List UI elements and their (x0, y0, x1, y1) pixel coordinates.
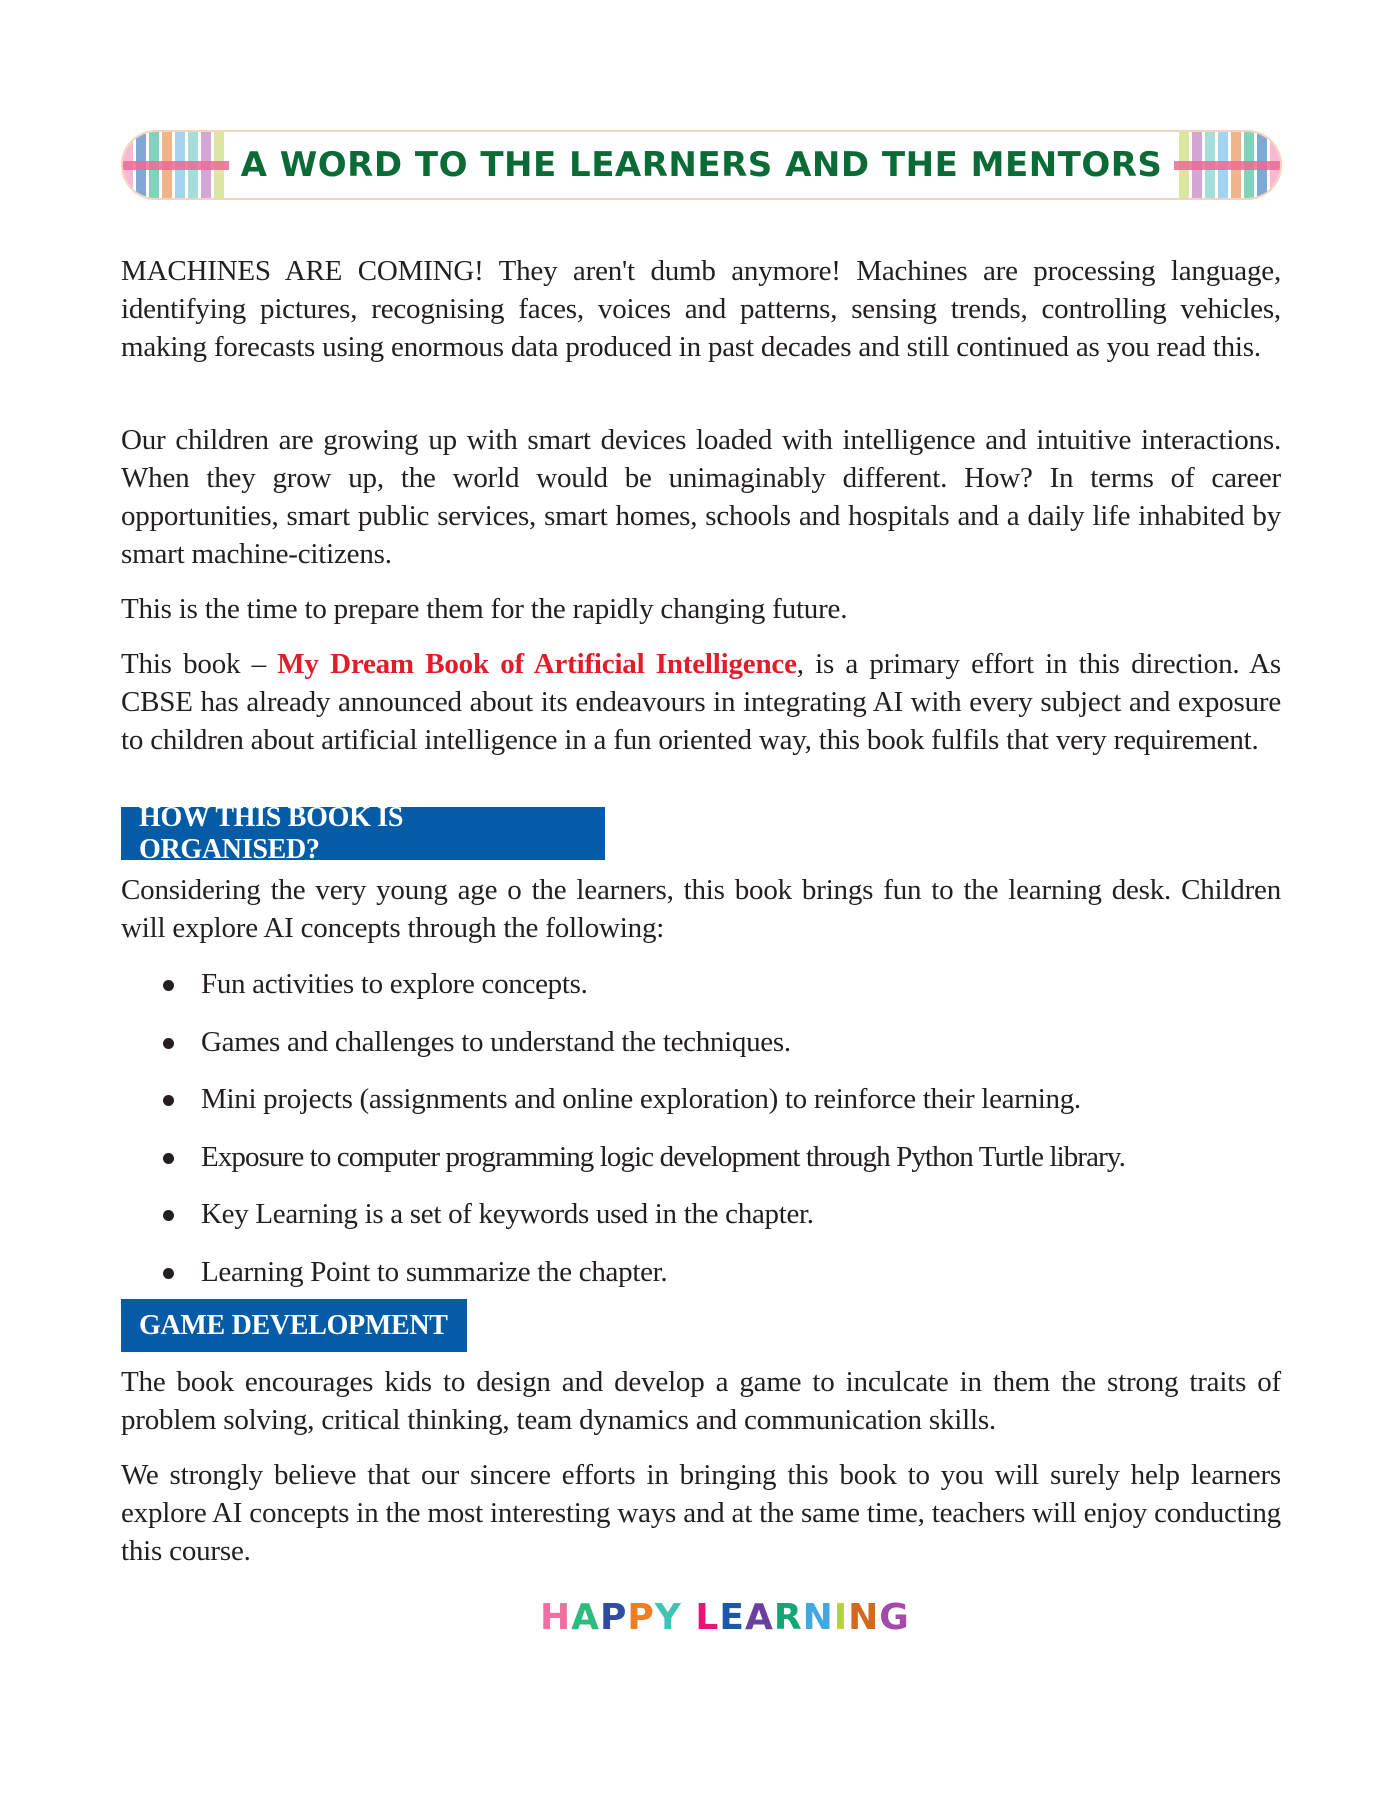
logo-letter: A (571, 1597, 601, 1638)
logo-letter (682, 1597, 696, 1638)
logo-letter: Y (654, 1597, 682, 1638)
logo-letter: N (802, 1597, 834, 1638)
bullet-icon (163, 1095, 174, 1106)
banner-left-stripes (123, 132, 229, 198)
stripe-band (123, 161, 229, 170)
list-item-text: Learning Point to summarize the chapter. (201, 1255, 668, 1288)
bullet-icon (163, 1210, 174, 1221)
stripe-band (1174, 161, 1280, 170)
logo-letter: P (627, 1597, 655, 1638)
list-item-text: Key Learning is a set of keywords used in the chapter. (201, 1198, 814, 1230)
organised-paragraph: Considering the very young age o the learners, this book brings fun to the learning desk. Children will explore AI concepts through the following: (121, 874, 1281, 944)
game-dev-paragraph: The book encourages kids to design and develop a game to inculcate in them the strong traits of problem solving, critical thinking, team dynamics and communication skills. (121, 1366, 1281, 1436)
list-item (121, 1138, 1281, 1196)
bullet-icon (163, 1038, 174, 1049)
list-item (121, 1080, 1281, 1138)
section-header-game-development: GAME DEVELOPMENT (121, 1299, 467, 1352)
happy-learning-logo (540, 1597, 910, 1638)
prepare-paragraph: This is the time to prepare them for the rapidly changing future. (121, 593, 848, 625)
book-title-highlight: My Dream Book of Artificial Intelligence (277, 648, 797, 680)
list-item-text: Fun activities to explore concepts. (201, 968, 588, 1000)
list-item-text: Games and challenges to understand the techniques. (201, 1025, 791, 1058)
bullet-icon (163, 1153, 174, 1164)
closing-paragraph: We strongly believe that our sincere efforts in bringing this book to you will surely help learners explore AI concepts in the most interesting ways and at the same time, teachers will enjoy conducting this course. (121, 1459, 1281, 1567)
feature-list (121, 965, 1281, 1310)
bullet-icon (163, 980, 174, 991)
book-paragraph-prefix: This book – (121, 648, 278, 680)
banner-right-stripes (1174, 132, 1280, 198)
logo-letter: G (879, 1597, 910, 1638)
page-title: A WORD TO THE LEARNERS AND THE MENTORS (240, 145, 1163, 185)
book-paragraph-suffix: , is a primary effort in this direction. As CBSE has already announced about its endeavours in integrating AI with every subject and exposure to children about artificial intelligence in a fun oriented way, this book fulfils that very requirement. (121, 648, 1281, 756)
children-paragraph: Our children are growing up with smart devices loaded with intelligence and intuitive interactions. When they grow up, the world would be unimaginably different. How? In terms of career opportunities, smart public services, smart homes, schools and hospitals and a daily life inhabited by smart machine-citizens. (121, 424, 1281, 570)
list-item (121, 1195, 1281, 1253)
list-item-text: Exposure to computer programming logic development through Python Turtle library. (201, 1140, 1125, 1173)
logo-letter: I (833, 1597, 849, 1638)
bullet-icon (163, 1268, 174, 1279)
list-item (121, 1023, 1281, 1081)
title-banner (121, 130, 1282, 200)
book-paragraph (121, 645, 1281, 759)
logo-letter: R (773, 1597, 803, 1638)
logo-letter: E (719, 1597, 745, 1638)
section-header-organised: HOW THIS BOOK IS ORGANISED? (121, 807, 605, 860)
logo-letter: H (540, 1597, 572, 1638)
list-item (121, 965, 1281, 1023)
logo-letter: L (695, 1597, 720, 1638)
logo-letter: P (600, 1597, 628, 1638)
list-item-text: Mini projects (assignments and online exploration) to reinforce their learning. (201, 1083, 1081, 1115)
intro-paragraph: MACHINES ARE COMING! They aren't dumb anymore! Machines are processing language, identifying pictures, recognising faces, voices and patterns, sensing trends, controlling vehicles, making forecasts using enormous data produced in past decades and still continued as you read this. (121, 255, 1281, 363)
logo-letter: N (848, 1597, 880, 1638)
logo-letter: A (744, 1597, 774, 1638)
